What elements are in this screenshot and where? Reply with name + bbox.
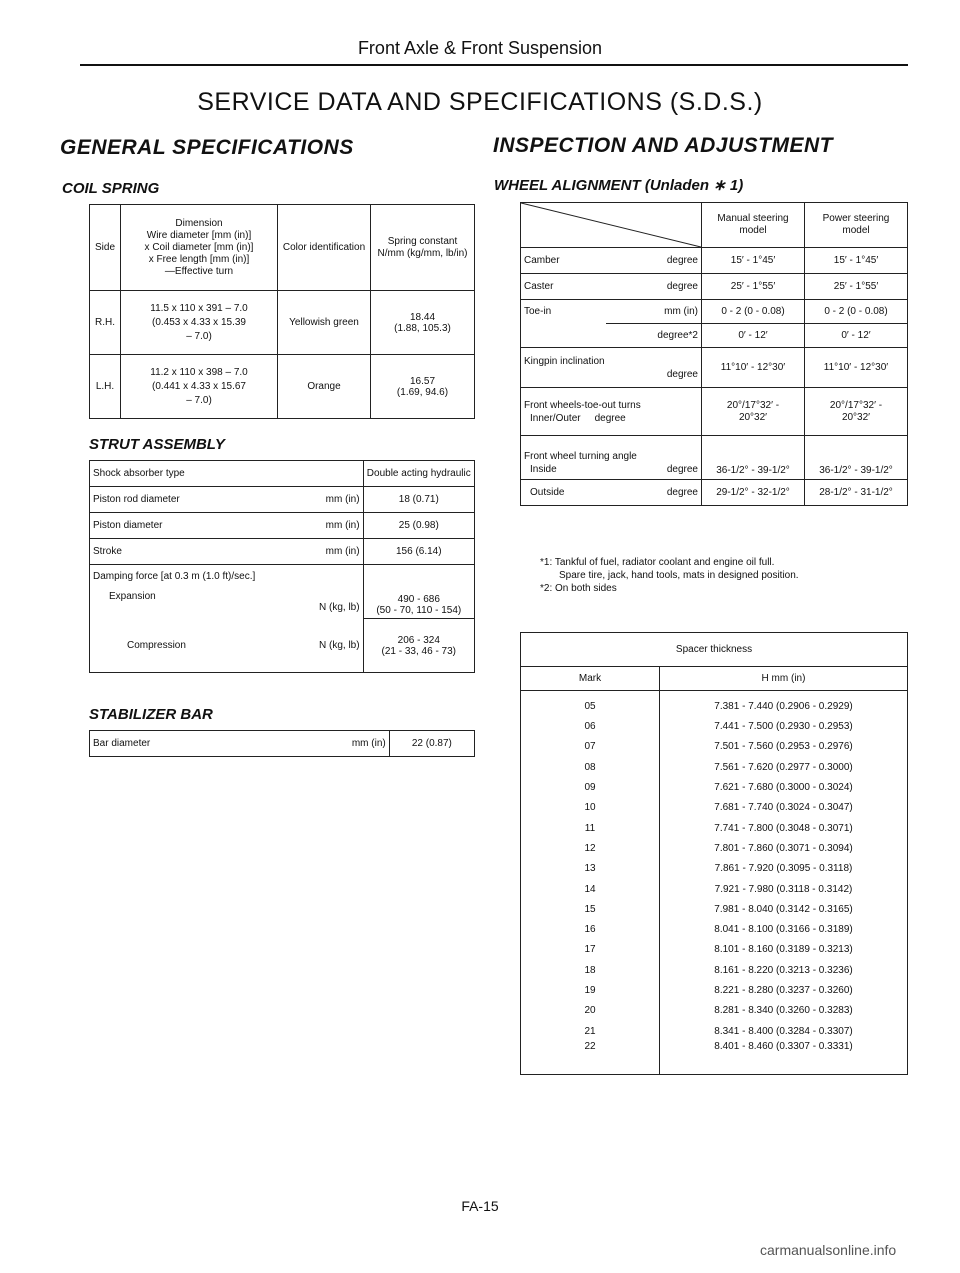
coil-spring-heading: COIL SPRING [62, 180, 160, 197]
spacer-row [521, 1001, 908, 1021]
col-manual-steering: Manual steering model [702, 203, 805, 248]
spacer-thickness: 7.861 - 7.920 (0.3095 - 0.3118) [660, 859, 908, 879]
spacer-thickness: 8.221 - 8.280 (0.3237 - 0.3260) [660, 980, 908, 1000]
spacer-row [521, 919, 908, 939]
spacer-thickness: 7.621 - 7.680 (0.3000 - 0.3024) [660, 777, 908, 797]
spacer-row [521, 899, 908, 919]
row-kingpin: Kingpin inclination degree 11°10′ - 12°30′ 11°10′ - 12°30′ [521, 348, 908, 388]
coil-spring-table [89, 204, 475, 419]
row-toein-mm: Toe-in mm (in) 0 - 2 (0 - 0.08) 0 - 2 (0 - 0.08) [521, 300, 908, 324]
col-spring-constant: Spring constant N/mm (kg/mm, lb/in) [371, 205, 475, 291]
spacer-thickness: 7.561 - 7.620 (0.2977 - 0.3000) [660, 757, 908, 777]
spacer-thickness: 7.981 - 8.040 (0.3142 - 0.3165) [660, 899, 908, 919]
spacer-mark: 21 [521, 1021, 660, 1041]
spacer-mark: 16 [521, 919, 660, 939]
spacer-mark: 15 [521, 899, 660, 919]
row-turning-outside: Outside degree 29-1/2° - 32-1/2° 28-1/2° - 31-1/2° [521, 480, 908, 506]
spacer-thickness: 8.281 - 8.340 (0.3260 - 0.3283) [660, 1001, 908, 1021]
footnotes: *1: Tankful of fuel, radiator coolant and engine oil full. Spare tire, jack, hand tools, mats in designed position. *2: On both sides [540, 557, 799, 594]
spacer-row [521, 960, 908, 980]
spacer-table [520, 632, 908, 1075]
spacer-thickness: 7.501 - 7.560 (0.2953 - 0.2976) [660, 737, 908, 757]
col-color: Color identification [278, 205, 371, 291]
spacer-mark: 20 [521, 1001, 660, 1021]
strut-assembly-heading: STRUT ASSEMBLY [89, 436, 225, 453]
running-header: Front Axle & Front Suspension [357, 38, 603, 58]
spacer-row [521, 717, 908, 737]
strut-table [89, 460, 475, 673]
col-side: Side [90, 205, 121, 291]
row-shock: Shock absorber type Double acting hydraulic [90, 461, 475, 487]
spacer-row [521, 798, 908, 818]
watermark: carmanualsonline.info [760, 1242, 897, 1258]
col-power-steering: Power steering model [805, 203, 908, 248]
spacer-row [521, 1021, 908, 1041]
spacer-mark: 06 [521, 717, 660, 737]
spacer-mark: 17 [521, 940, 660, 960]
spacer-row [521, 879, 908, 899]
header-rule [80, 64, 908, 66]
coil-row-lh: L.H. 11.2 x 110 x 398 – 7.0 (0.441 x 4.33 x 15.67 – 7.0) Orange 16.57 (1.69, 94.6) [90, 355, 475, 419]
row-toeout: Front wheels-toe-out turns Inner/Outer degree 20°/17°32′ - 20°32′ 20°/17°32′ - 20°32′ [521, 388, 908, 436]
spacer-row [521, 757, 908, 777]
diagonal-corner [521, 203, 702, 248]
spacer-mark: 10 [521, 798, 660, 818]
row-piston-rod: Piston rod diameter mm (in) 18 (0.71) [90, 487, 475, 513]
col-h: H mm (in) [660, 667, 908, 691]
wheel-alignment-table [520, 202, 908, 506]
stabilizer-table: Bar diameter mm (in) 22 (0.87) [89, 730, 475, 757]
spacer-title: Spacer thickness [521, 633, 908, 667]
spacer-mark: 13 [521, 859, 660, 879]
spacer-mark: 08 [521, 757, 660, 777]
spacer-mark: 09 [521, 777, 660, 797]
general-specs-heading: GENERAL SPECIFICATIONS [60, 136, 354, 159]
row-toein-deg: degree*2 0′ - 12′ 0′ - 12′ [521, 324, 908, 348]
coil-row-rh: R.H. 11.5 x 110 x 391 – 7.0 (0.453 x 4.33 x 15.39 – 7.0) Yellowish green 18.44 (1.88, 105.3) [90, 291, 475, 355]
row-stroke: Stroke mm (in) 156 (6.14) [90, 539, 475, 565]
row-compression: Compression N (kg, lb) 206 - 324 (21 - 33, 46 - 73) [90, 619, 475, 673]
spacer-row [521, 859, 908, 879]
spacer-mark: 14 [521, 879, 660, 899]
spacer-thickness: 7.741 - 7.800 (0.3048 - 0.3071) [660, 818, 908, 838]
col-mark: Mark [521, 667, 660, 691]
spacer-thickness: 7.441 - 7.500 (0.2930 - 0.2953) [660, 717, 908, 737]
spacer-thickness: 8.041 - 8.100 (0.3166 - 0.3189) [660, 919, 908, 939]
spacer-thickness: 7.681 - 7.740 (0.3024 - 0.3047) [660, 798, 908, 818]
inspection-heading: INSPECTION AND ADJUSTMENT [493, 134, 833, 157]
spacer-mark: 11 [521, 818, 660, 838]
row-caster: Caster degree 25′ - 1°55′ 25′ - 1°55′ [521, 274, 908, 300]
row-expansion: Damping force [at 0.3 m (1.0 ft)/sec.] Expansion N (kg, lb) 490 - 686 (50 - 70, 110 - 154) [90, 565, 475, 619]
wheel-alignment-heading: WHEEL ALIGNMENT (Unladen ∗ 1) [494, 177, 744, 194]
page-title: SERVICE DATA AND SPECIFICATIONS (S.D.S.) [197, 88, 763, 116]
spacer-mark: 05 [521, 691, 660, 717]
row-turning-inside: Front wheel turning angle Inside degree 36-1/2° - 39-1/2° 36-1/2° - 39-1/2° [521, 436, 908, 480]
spacer-mark: 12 [521, 838, 660, 858]
spacer-thickness: 8.101 - 8.160 (0.3189 - 0.3213) [660, 940, 908, 960]
spacer-thickness: 8.401 - 8.460 (0.3307 - 0.3331) [660, 1041, 908, 1075]
spacer-thickness: 7.801 - 7.860 (0.3071 - 0.3094) [660, 838, 908, 858]
row-camber: Camber degree 15′ - 1°45′ 15′ - 1°45′ [521, 248, 908, 274]
col-dimension: Dimension Wire diameter [mm (in)] x Coil diameter [mm (in)] x Free length [mm (in)] —Effective turn [121, 205, 278, 291]
spacer-thickness: 7.381 - 7.440 (0.2906 - 0.2929) [660, 691, 908, 717]
spacer-rows [521, 691, 908, 1075]
spacer-row [521, 838, 908, 858]
spacer-row [521, 691, 908, 717]
spacer-thickness: 7.921 - 7.980 (0.3118 - 0.3142) [660, 879, 908, 899]
spacer-mark: 18 [521, 960, 660, 980]
stabilizer-bar-heading: STABILIZER BAR [89, 706, 213, 723]
spacer-mark: 07 [521, 737, 660, 757]
page-number: FA-15 [461, 1198, 499, 1214]
row-piston: Piston diameter mm (in) 25 (0.98) [90, 513, 475, 539]
spacer-row [521, 940, 908, 960]
spacer-thickness: 8.341 - 8.400 (0.3284 - 0.3307) [660, 1021, 908, 1041]
spacer-thickness: 8.161 - 8.220 (0.3213 - 0.3236) [660, 960, 908, 980]
spacer-row [521, 818, 908, 838]
spacer-row [521, 1041, 908, 1075]
spacer-row [521, 777, 908, 797]
spacer-row [521, 980, 908, 1000]
spacer-mark: 19 [521, 980, 660, 1000]
spacer-row [521, 737, 908, 757]
spacer-mark: 22 [521, 1041, 660, 1075]
